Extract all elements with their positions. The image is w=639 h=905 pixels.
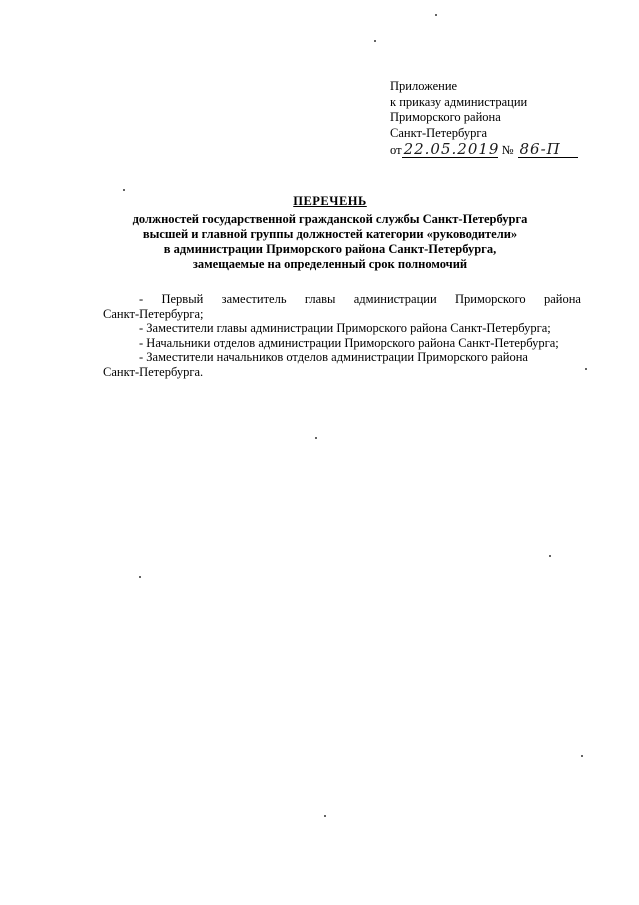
heading-line-1: должностей государственной гражданской службы Санкт-Петербурга bbox=[132, 212, 528, 226]
appendix-block bbox=[390, 79, 578, 158]
list-item-1-word: заместитель bbox=[221, 292, 287, 306]
document-heading bbox=[100, 194, 560, 272]
appendix-line-1: Приложение bbox=[390, 79, 458, 93]
list-item-1-word: - bbox=[139, 292, 144, 306]
list-item-1-word: Первый bbox=[161, 292, 204, 306]
list-item-1-word: главы bbox=[304, 292, 336, 306]
scan-speck bbox=[435, 14, 437, 16]
scan-speck bbox=[324, 815, 326, 817]
scan-speck bbox=[123, 189, 125, 191]
list-item-2: - Заместители главы администрации Приморского района Санкт-Петербурга; bbox=[139, 321, 551, 335]
appendix-line-4: Санкт-Петербурга bbox=[390, 125, 488, 140]
heading-line-4: замещаемые на определенный срок полномочий bbox=[192, 257, 468, 271]
scan-speck bbox=[581, 755, 583, 757]
list-item-1-word: администрации bbox=[353, 292, 437, 306]
list-item-1 bbox=[103, 292, 581, 307]
number-sign: № bbox=[501, 142, 514, 157]
list-item-4-continuation: Санкт-Петербурга. bbox=[103, 364, 204, 379]
list-item-1-continuation: Санкт-Петербурга; bbox=[103, 306, 204, 321]
handwritten-date: 22.05.2019 bbox=[403, 140, 500, 158]
appendix-line-2: к приказу администрации bbox=[390, 94, 528, 109]
scan-speck bbox=[374, 40, 376, 42]
list-item-1-word: Приморского bbox=[454, 292, 526, 306]
order-reference bbox=[390, 141, 578, 158]
heading-line-3: в администрации Приморского района Санкт-Петербурга, bbox=[163, 242, 497, 256]
scan-speck bbox=[585, 368, 587, 370]
list-item-3: - Начальники отделов администрации Приморского района Санкт-Петербурга; bbox=[139, 335, 559, 350]
appendix-line-3: Приморского района bbox=[390, 110, 501, 124]
scan-speck bbox=[315, 437, 317, 439]
list-item-4: - Заместители начальников отделов администрации Приморского района bbox=[139, 350, 528, 364]
positions-list bbox=[103, 292, 581, 379]
handwritten-order-number: 86-П bbox=[518, 141, 578, 158]
scan-speck bbox=[139, 576, 141, 578]
from-label: от bbox=[390, 142, 402, 157]
scan-speck bbox=[549, 555, 551, 557]
list-item-1-word: района bbox=[543, 292, 581, 306]
heading-line-2: высшей и главной группы должностей категории «руководители» bbox=[142, 227, 518, 241]
document-title: ПЕРЕЧЕНЬ bbox=[293, 194, 367, 208]
